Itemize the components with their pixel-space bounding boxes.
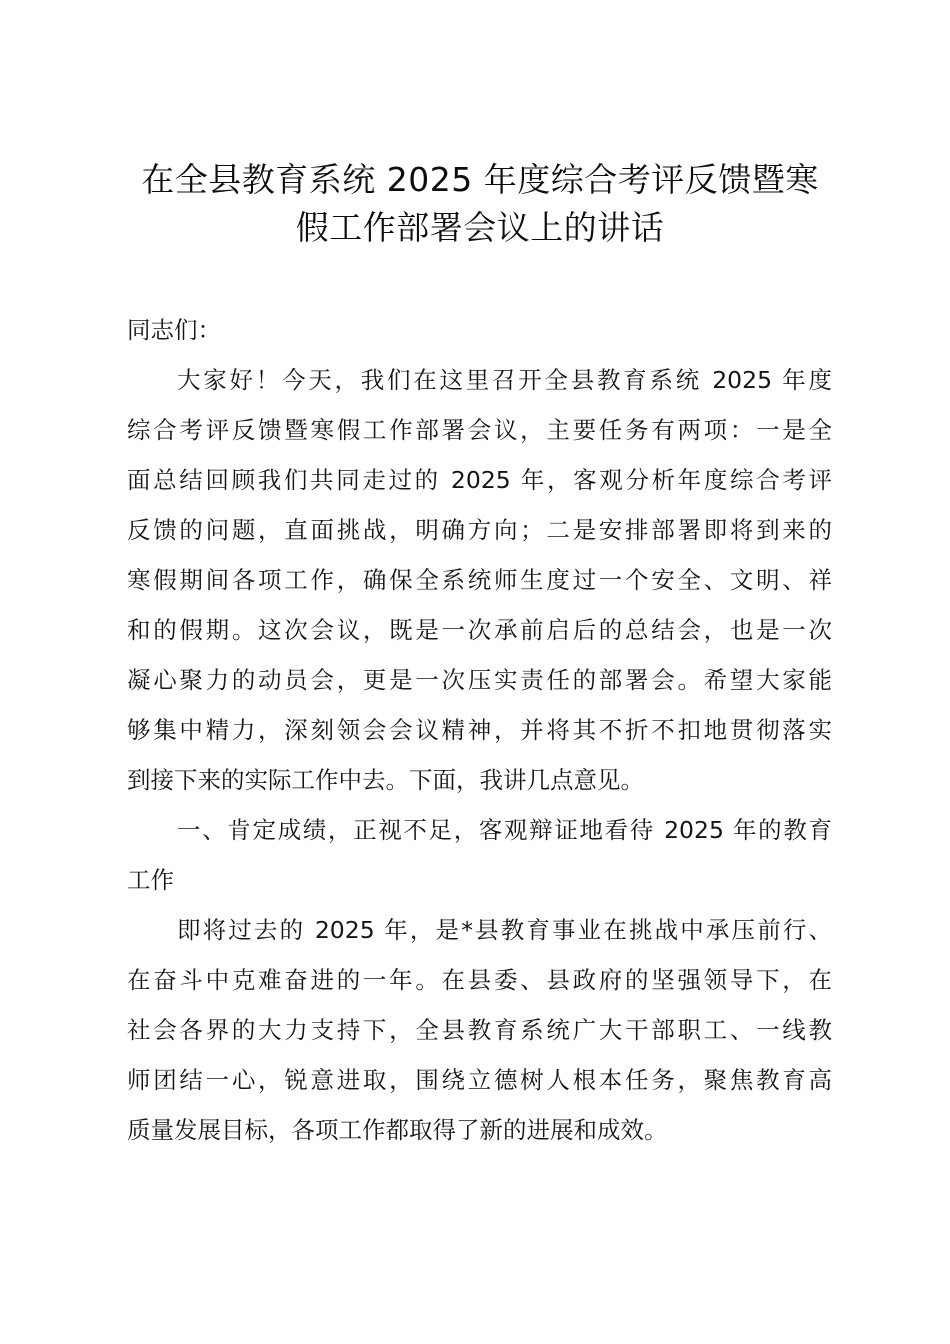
paragraph-opening — [127, 361, 832, 811]
paragraph-line: 到接下来的实际工作中去。下面，我讲几点意见。 — [127, 766, 644, 794]
title-line: 在全县教育系统 2025 年度综合考评反馈暨寒 — [141, 160, 819, 199]
section-heading-1 — [127, 811, 832, 911]
paragraph-line: 面总结回顾我们共同走过的 2025 年，客观分析年度综合考评 — [127, 466, 832, 494]
heading-line: 一、肯定成绩，正视不足，客观辩证地看待 2025 年的教育 — [177, 816, 832, 844]
paragraph-achievements — [127, 911, 832, 1161]
heading-line: 工作 — [127, 866, 174, 894]
paragraph-line: 师团结一心，锐意进取，围绕立德树人根本任务，聚焦教育高 — [127, 1066, 832, 1094]
paragraph-line: 质量发展目标，各项工作都取得了新的进展和成效。 — [127, 1116, 668, 1144]
title-line: 假工作部署会议上的讲话 — [295, 208, 665, 247]
paragraph-line: 够集中精力，深刻领会会议精神，并将其不折不扣地贯彻落实 — [127, 716, 832, 744]
paragraph-line: 和的假期。这次会议，既是一次承前启后的总结会，也是一次 — [127, 616, 832, 644]
paragraph-line: 大家好！今天，我们在这里召开全县教育系统 2025 年度 — [177, 366, 832, 394]
document-title — [120, 156, 840, 252]
document-body — [127, 311, 832, 1161]
paragraph-line: 凝心聚力的动员会，更是一次压实责任的部署会。希望大家能 — [127, 666, 832, 694]
paragraph-line: 在奋斗中克难奋进的一年。在县委、县政府的坚强领导下，在 — [127, 966, 832, 994]
paragraph-line: 社会各界的大力支持下，全县教育系统广大干部职工、一线教 — [127, 1016, 832, 1044]
paragraph-line: 反馈的问题，直面挑战，明确方向；二是安排部署即将到来的 — [127, 516, 832, 544]
paragraph-line: 寒假期间各项工作，确保全系统师生度过一个安全、文明、祥 — [127, 566, 832, 594]
paragraph-line: 即将过去的 2025 年，是*县教育事业在挑战中承压前行、 — [177, 916, 832, 944]
salutation: 同志们： — [127, 316, 221, 344]
paragraph-line: 综合考评反馈暨寒假工作部署会议，主要任务有两项：一是全 — [127, 416, 832, 444]
